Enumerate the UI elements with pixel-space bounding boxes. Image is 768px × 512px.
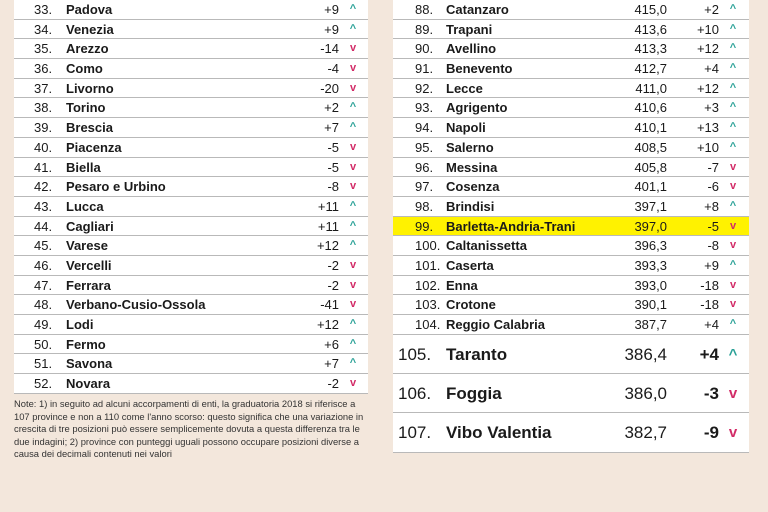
table-row <box>14 217 368 237</box>
rank: 105. <box>398 344 432 364</box>
chevron-down-icon: v <box>728 384 738 402</box>
chevron-down-icon: v <box>349 140 357 153</box>
position-change: +8 <box>704 198 719 214</box>
province-name: Caserta <box>446 257 494 273</box>
position-change: +9 <box>324 21 339 37</box>
table-row-bottom <box>393 374 749 413</box>
table-row <box>393 79 749 99</box>
province-name: Brescia <box>66 120 113 136</box>
province-name: Verbano-Cusio-Ossola <box>66 297 206 313</box>
chevron-up-icon: ^ <box>349 121 357 134</box>
chevron-up-icon: ^ <box>729 3 737 15</box>
rank: 45. <box>34 238 53 254</box>
province-name: Salerno <box>446 139 494 155</box>
rank: 49. <box>34 317 53 332</box>
rank: 52. <box>34 376 53 392</box>
chevron-down-icon: v <box>349 160 357 173</box>
chevron-down-icon: v <box>349 278 357 291</box>
position-change: +12 <box>316 317 339 332</box>
table-row <box>393 276 749 296</box>
rank: 96. <box>415 159 434 175</box>
rank: 42. <box>34 179 53 195</box>
position-change: -2 <box>327 376 339 392</box>
position-change: +6 <box>324 336 339 352</box>
chevron-up-icon: ^ <box>349 199 357 212</box>
province-name: Benevento <box>446 61 513 77</box>
province-name: Savona <box>66 356 113 372</box>
position-change: +2 <box>704 2 719 17</box>
position-change: -20 <box>320 80 339 96</box>
province-name: Padova <box>66 2 113 17</box>
position-change: +4 <box>704 61 719 77</box>
table-row <box>14 354 368 374</box>
chevron-up-icon: ^ <box>729 199 737 212</box>
score: 410,1 <box>634 120 667 136</box>
chevron-up-icon: ^ <box>349 22 357 35</box>
chevron-up-icon: ^ <box>729 42 737 55</box>
chevron-up-icon: ^ <box>349 357 357 370</box>
score: 410,6 <box>634 100 667 116</box>
table-row <box>393 59 749 79</box>
rank: 50. <box>34 336 53 352</box>
ranking-table-right <box>393 0 749 453</box>
rank: 44. <box>34 218 53 234</box>
score: 413,6 <box>634 21 667 37</box>
chevron-up-icon: ^ <box>349 101 357 114</box>
chevron-up-icon: ^ <box>729 81 737 94</box>
rank: 90. <box>415 41 434 57</box>
chevron-down-icon: v <box>729 239 737 252</box>
province-name: Enna <box>446 277 478 293</box>
table-row <box>393 118 749 138</box>
rank: 88. <box>415 2 434 17</box>
chevron-down-icon: v <box>349 258 357 271</box>
table-row <box>393 256 749 276</box>
position-change: +4 <box>699 344 719 364</box>
table-row <box>14 374 368 394</box>
rank: 92. <box>415 80 434 96</box>
chevron-up-icon: ^ <box>349 337 357 350</box>
province-name: Reggio Calabria <box>446 317 545 332</box>
position-change: +12 <box>696 80 719 96</box>
position-change: +10 <box>696 139 719 155</box>
table-row <box>14 138 368 158</box>
position-change: +2 <box>324 100 339 116</box>
province-name: Como <box>66 61 103 77</box>
rank: 35. <box>34 41 53 57</box>
province-name: Brindisi <box>446 198 495 214</box>
province-name: Varese <box>66 238 108 254</box>
province-name: Pesaro e Urbino <box>66 179 166 195</box>
rank: 37. <box>34 80 53 96</box>
table-row-highlighted <box>393 217 749 237</box>
rank: 101. <box>415 257 441 273</box>
table-row <box>14 276 368 296</box>
table-row-bottom <box>393 335 749 374</box>
chevron-up-icon: ^ <box>729 121 737 134</box>
position-change: +9 <box>704 257 719 273</box>
score: 405,8 <box>634 159 667 175</box>
table-row <box>393 197 749 217</box>
chevron-down-icon: v <box>349 62 357 75</box>
table-row <box>393 98 749 118</box>
province-name: Fermo <box>66 336 106 352</box>
province-name: Agrigento <box>446 100 508 116</box>
position-change: +9 <box>324 2 339 17</box>
province-name: Ferrara <box>66 277 111 293</box>
table-row <box>14 59 368 79</box>
province-name: Arezzo <box>66 41 109 57</box>
province-name: Lucca <box>66 198 104 214</box>
score: 393,3 <box>634 257 667 273</box>
position-change: -3 <box>703 383 719 403</box>
rank: 51. <box>34 356 53 372</box>
position-change: -7 <box>707 159 719 175</box>
rank: 95. <box>415 139 434 155</box>
table-row <box>14 20 368 40</box>
province-name: Torino <box>66 100 106 116</box>
score: 386,0 <box>624 383 667 403</box>
rank: 100. <box>415 238 441 254</box>
chevron-down-icon: v <box>349 298 357 311</box>
score: 397,0 <box>634 218 667 234</box>
score: 386,4 <box>624 344 667 364</box>
position-change: +11 <box>317 198 339 214</box>
chevron-up-icon: ^ <box>729 318 737 330</box>
province-name: Venezia <box>66 21 114 37</box>
position-change: +7 <box>324 356 339 372</box>
chevron-up-icon: ^ <box>728 345 738 363</box>
table-row <box>14 79 368 99</box>
score: 408,5 <box>634 139 667 155</box>
position-change: -5 <box>327 159 339 175</box>
rank: 98. <box>415 198 434 214</box>
province-name: Lecce <box>446 80 483 96</box>
table-row <box>14 0 368 20</box>
chevron-up-icon: ^ <box>729 258 737 271</box>
position-change: -2 <box>327 277 339 293</box>
province-name: Trapani <box>446 21 493 37</box>
chevron-down-icon: v <box>349 180 357 193</box>
rank: 41. <box>34 159 53 175</box>
ranking-table-left <box>14 0 368 394</box>
province-name: Cosenza <box>446 179 500 195</box>
province-name: Livorno <box>66 80 114 96</box>
chevron-down-icon: v <box>349 81 357 94</box>
position-change: +7 <box>324 120 339 136</box>
rank: 43. <box>34 198 53 214</box>
position-change: -18 <box>700 297 719 313</box>
chevron-up-icon: ^ <box>349 239 357 252</box>
position-change: -14 <box>320 41 339 57</box>
province-name: Napoli <box>446 120 486 136</box>
position-change: -5 <box>327 139 339 155</box>
table-row <box>14 335 368 355</box>
score: 411,0 <box>635 80 667 96</box>
table-row <box>393 39 749 59</box>
table-row <box>393 236 749 256</box>
table-row <box>393 158 749 178</box>
province-name: Caltanissetta <box>446 238 527 254</box>
position-change: +12 <box>696 41 719 57</box>
position-change: +13 <box>696 120 719 136</box>
chevron-down-icon: v <box>729 180 737 193</box>
rank: 46. <box>34 257 53 273</box>
score: 387,7 <box>634 317 667 332</box>
chevron-up-icon: ^ <box>729 101 737 114</box>
rank: 97. <box>415 179 434 195</box>
rank: 48. <box>34 297 53 313</box>
chevron-down-icon: v <box>729 219 737 232</box>
position-change: +10 <box>696 21 719 37</box>
table-row <box>14 118 368 138</box>
position-change: +3 <box>704 100 719 116</box>
position-change: -2 <box>327 257 339 273</box>
table-row <box>14 315 368 335</box>
rank: 38. <box>34 100 53 116</box>
table-row <box>14 236 368 256</box>
table-row <box>14 295 368 315</box>
position-change: -8 <box>707 238 719 254</box>
score: 390,1 <box>634 297 667 313</box>
table-row <box>14 197 368 217</box>
rank: 39. <box>34 120 53 136</box>
table-row <box>393 0 749 20</box>
position-change: +11 <box>317 218 339 234</box>
score: 397,1 <box>634 198 667 214</box>
position-change: -6 <box>707 179 719 195</box>
province-name: Taranto <box>446 344 508 364</box>
score: 412,7 <box>634 61 667 77</box>
rank: 33. <box>34 2 53 17</box>
table-row-bottom <box>393 413 749 452</box>
table-row <box>393 295 749 315</box>
score: 413,3 <box>634 41 667 57</box>
chevron-down-icon: v <box>728 424 738 442</box>
chevron-up-icon: ^ <box>729 140 737 153</box>
rank: 106. <box>398 383 432 403</box>
table-row <box>14 39 368 59</box>
province-name: Vercelli <box>66 257 112 273</box>
position-change: -8 <box>327 179 339 195</box>
chevron-up-icon: ^ <box>349 3 357 15</box>
province-name: Avellino <box>446 41 497 57</box>
score: 415,0 <box>634 2 667 17</box>
province-name: Piacenza <box>66 139 122 155</box>
rank: 91. <box>415 61 434 77</box>
rank: 36. <box>34 61 53 77</box>
province-name: Lodi <box>66 317 94 332</box>
table-row <box>14 177 368 197</box>
position-change: -18 <box>700 277 719 293</box>
position-change: -4 <box>327 61 339 77</box>
chevron-down-icon: v <box>349 377 357 390</box>
province-name: Biella <box>66 159 101 175</box>
chevron-down-icon: v <box>729 298 737 311</box>
score: 401,1 <box>634 179 667 195</box>
table-row <box>14 158 368 178</box>
table-row <box>14 256 368 276</box>
rank: 102. <box>415 277 441 293</box>
province-name: Foggia <box>446 383 502 403</box>
position-change: +12 <box>316 238 339 254</box>
province-name: Messina <box>446 159 498 175</box>
chevron-down-icon: v <box>729 160 737 173</box>
chevron-up-icon: ^ <box>729 22 737 35</box>
score: 393,0 <box>634 277 667 293</box>
chevron-up-icon: ^ <box>349 318 357 330</box>
score: 396,3 <box>634 238 667 254</box>
position-change: -9 <box>703 423 719 443</box>
table-row <box>393 20 749 40</box>
table-row <box>393 315 749 335</box>
rank: 107. <box>398 423 432 443</box>
rank: 104. <box>415 317 441 332</box>
province-name: Novara <box>66 376 111 392</box>
rank: 47. <box>34 277 53 293</box>
table-row <box>393 177 749 197</box>
rank: 99. <box>415 218 434 234</box>
chevron-down-icon: v <box>349 42 357 55</box>
province-name: Cagliari <box>66 218 114 234</box>
footnote: Note: 1) in seguito ad alcuni accorpamenti di enti, la graduatoria 2018 si riferisce a 107 province e non a 110 come l'anno scorso: questo significa che una variazione in crescita di tre posizioni può essere semplicemente dovuta a questa differenza tra le due indagini; 2) province con punteggi uguali possono occupare posizioni diverse a causa dei decimali contenuti nei valori <box>14 398 364 460</box>
rank: 93. <box>415 100 434 116</box>
rank: 89. <box>415 21 434 37</box>
province-name: Catanzaro <box>446 2 509 17</box>
rank: 103. <box>415 297 441 313</box>
province-name: Barletta-Andria-Trani <box>446 218 576 234</box>
rank: 40. <box>34 139 53 155</box>
position-change: +4 <box>704 317 719 332</box>
chevron-up-icon: ^ <box>349 219 357 232</box>
table-row <box>14 98 368 118</box>
province-name: Crotone <box>446 297 496 313</box>
table-row <box>393 138 749 158</box>
province-name: Vibo Valentia <box>446 423 552 443</box>
position-change: -41 <box>320 297 339 313</box>
chevron-down-icon: v <box>729 278 737 291</box>
rank: 94. <box>415 120 434 136</box>
score: 382,7 <box>624 423 667 443</box>
rank: 34. <box>34 21 53 37</box>
position-change: -5 <box>707 218 719 234</box>
chevron-up-icon: ^ <box>729 62 737 75</box>
